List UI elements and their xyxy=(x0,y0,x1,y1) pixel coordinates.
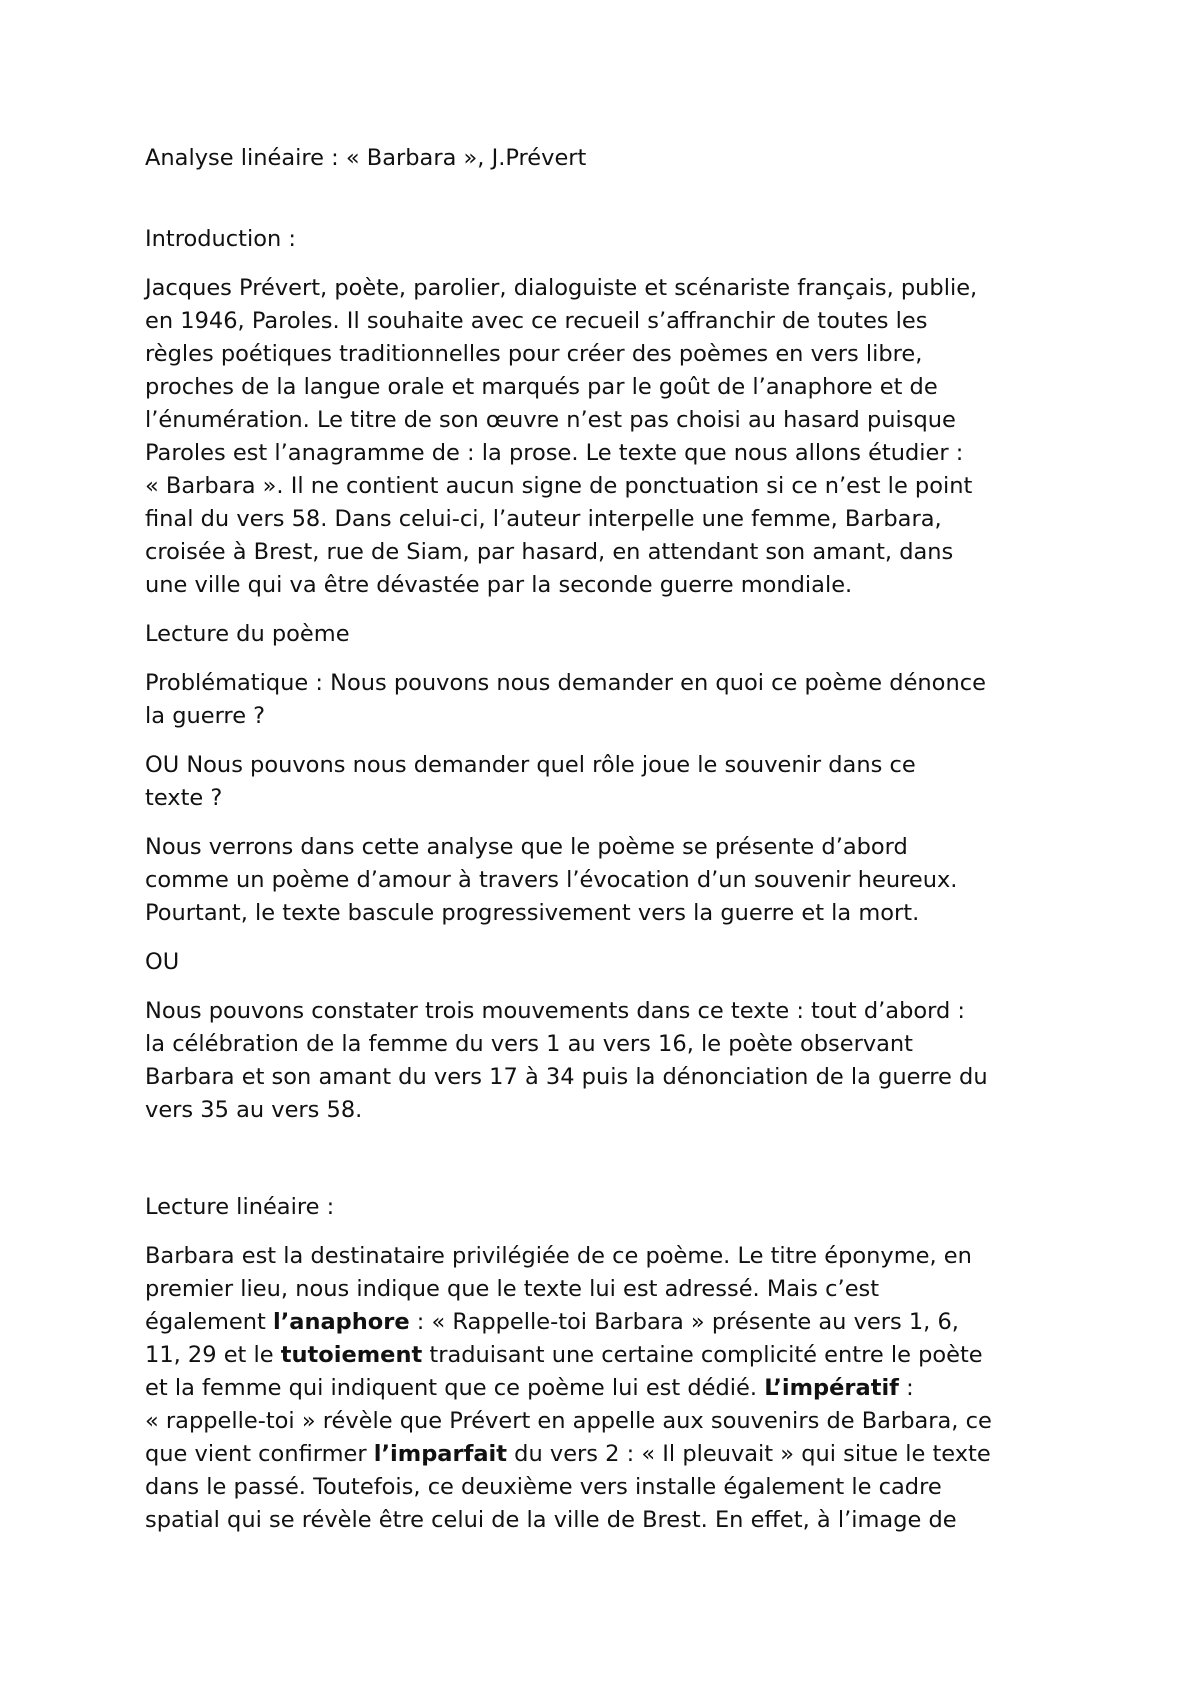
reading-heading: Lecture du poème xyxy=(145,621,350,647)
text-line: vers 35 au vers 58. xyxy=(145,1097,363,1123)
text-line: proches de la langue orale et marqués par le goût de l’anaphore et de xyxy=(145,374,938,400)
text-run: 11, 29 et le xyxy=(145,1342,281,1368)
bold-term-imperatif: L’impératif xyxy=(764,1375,899,1401)
text-line: spatial qui se révèle être celui de la ville de Brest. En effet, à l’image de xyxy=(145,1507,957,1533)
text-line: « rappelle-toi » révèle que Prévert en appelle aux souvenirs de Barbara, ce xyxy=(145,1408,992,1434)
text-line xyxy=(145,1438,1075,1471)
text-line: « Barbara ». Il ne contient aucun signe de ponctuation si ce n’est le point xyxy=(145,473,973,499)
text-run: également xyxy=(145,1309,274,1335)
text-line: comme un poème d’amour à travers l’évocation d’un souvenir heureux. xyxy=(145,867,958,893)
movements-paragraph xyxy=(145,995,1075,1127)
linear-paragraph xyxy=(145,1240,1075,1537)
text-run: : « Rappelle-toi Barbara » présente au vers 1, 6, xyxy=(409,1309,959,1335)
text-line xyxy=(145,1372,1075,1405)
text-line: Nous verrons dans cette analyse que le poème se présente d’abord xyxy=(145,834,908,860)
alt-problem-paragraph xyxy=(145,749,1075,815)
bold-term-imparfait: l’imparfait xyxy=(373,1441,508,1467)
text-line: final du vers 58. Dans celui-ci, l’auteur interpelle une femme, Barbara, xyxy=(145,506,942,532)
text-line: Problématique : Nous pouvons nous demander en quoi ce poème dénonce xyxy=(145,670,986,696)
text-run: : xyxy=(898,1375,914,1401)
text-line: une ville qui va être dévastée par la seconde guerre mondiale. xyxy=(145,572,853,598)
text-line: Jacques Prévert, poète, parolier, dialoguiste et scénariste français, publie, xyxy=(145,275,978,301)
ou-separator: OU xyxy=(145,949,180,975)
document-title: Analyse linéaire : « Barbara », J.Prévert xyxy=(145,145,587,171)
bold-term-anaphore: l’anaphore xyxy=(273,1309,410,1335)
text-line: en 1946, Paroles. Il souhaite avec ce recueil s’affranchir de toutes les xyxy=(145,308,928,334)
text-run: du vers 2 : « Il pleuvait » qui situe le texte xyxy=(507,1441,991,1467)
text-line: Barbara est la destinataire privilégiée de ce poème. Le titre éponyme, en xyxy=(145,1243,972,1269)
document-page xyxy=(145,142,1075,1537)
text-run: que vient confirmer xyxy=(145,1441,374,1467)
text-line: la guerre ? xyxy=(145,703,266,729)
text-line xyxy=(145,1306,1075,1339)
text-line: croisée à Brest, rue de Siam, par hasard, en attendant son amant, dans xyxy=(145,539,954,565)
text-line: Pourtant, le texte bascule progressivement vers la guerre et la mort. xyxy=(145,900,920,926)
text-line: Paroles est l’anagramme de : la prose. Le texte que nous allons étudier : xyxy=(145,440,964,466)
text-line: texte ? xyxy=(145,785,223,811)
text-line: l’énumération. Le titre de son œuvre n’est pas choisi au hasard puisque xyxy=(145,407,956,433)
problem-paragraph xyxy=(145,667,1075,733)
text-line xyxy=(145,1339,1075,1372)
linear-heading: Lecture linéaire : xyxy=(145,1194,335,1220)
text-run: et la femme qui indiquent que ce poème lui est dédié. xyxy=(145,1375,765,1401)
text-line: la célébration de la femme du vers 1 au vers 16, le poète observant xyxy=(145,1031,913,1057)
text-run: traduisant une certaine complicité entre le poète xyxy=(422,1342,983,1368)
intro-paragraph xyxy=(145,272,1075,602)
text-line: Barbara et son amant du vers 17 à 34 puis la dénonciation de la guerre du xyxy=(145,1064,988,1090)
text-line: Nous pouvons constater trois mouvements dans ce texte : tout d’abord : xyxy=(145,998,966,1024)
bold-term-tutoiement: tutoiement xyxy=(280,1342,423,1368)
intro-heading: Introduction : xyxy=(145,226,296,252)
text-line: règles poétiques traditionnelles pour créer des poèmes en vers libre, xyxy=(145,341,923,367)
plan-paragraph xyxy=(145,831,1075,930)
text-line: premier lieu, nous indique que le texte lui est adressé. Mais c’est xyxy=(145,1276,880,1302)
text-line: OU Nous pouvons nous demander quel rôle joue le souvenir dans ce xyxy=(145,752,916,778)
text-line: dans le passé. Toutefois, ce deuxième vers installe également le cadre xyxy=(145,1474,942,1500)
